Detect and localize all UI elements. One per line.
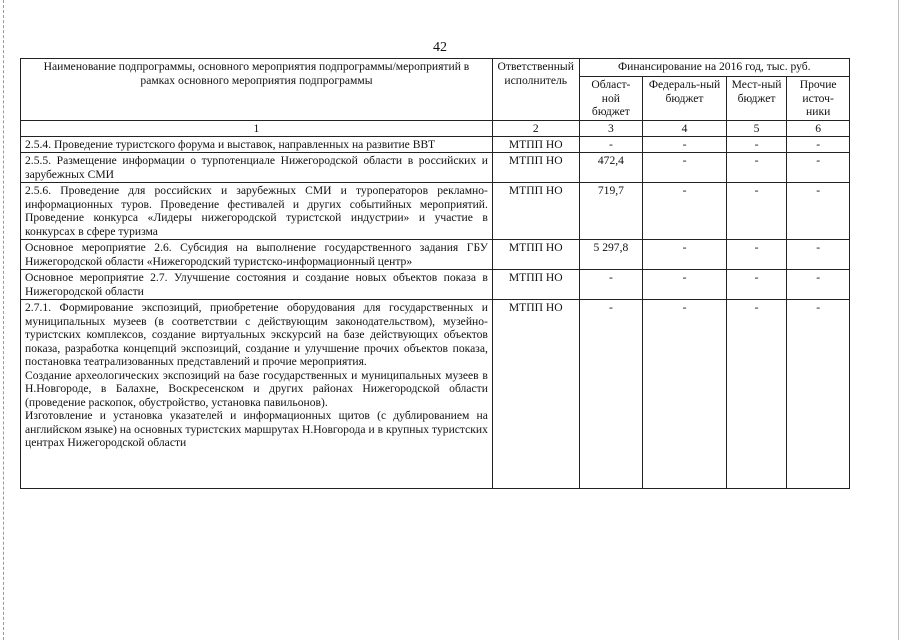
row-other-value: - — [787, 270, 850, 300]
row-federal-value: - — [643, 183, 727, 240]
row-local-value: - — [726, 153, 787, 183]
financing-table — [20, 58, 850, 489]
row-responsible: МТПП НО — [492, 240, 579, 270]
row-name: Основное мероприятие 2.7. Улучшение состояния и создание новых объектов показа в Нижегородской области — [21, 270, 493, 300]
table-row-main-activity — [21, 270, 850, 300]
row-responsible: МТПП НО — [492, 300, 579, 489]
row-other-value: - — [787, 153, 850, 183]
row-other-value: - — [787, 136, 850, 153]
row-other-value: - — [787, 183, 850, 240]
header-name: Наименование подпрограммы, основного мероприятия подпрограммы/мероприятий в рамках основного мероприятия подпрограммы — [21, 59, 493, 121]
column-number: 4 — [643, 120, 727, 136]
row-name: 2.5.4. Проведение туристского форума и выставок, направленных на развитие ВВТ — [21, 136, 493, 153]
row-responsible: МТПП НО — [492, 270, 579, 300]
row-responsible: МТПП НО — [492, 183, 579, 240]
table-row — [21, 153, 850, 183]
header-federal: Федераль-ный бюджет — [643, 77, 727, 121]
column-number: 1 — [21, 120, 493, 136]
row-name — [21, 300, 493, 489]
row-local-value: - — [726, 270, 787, 300]
row-name: Основное мероприятие 2.6. Субсидия на выполнение государственного задания ГБУ Нижегородской области «Нижегородский туристско-информационный центр» — [21, 240, 493, 270]
row-local-value: - — [726, 136, 787, 153]
column-number: 5 — [726, 120, 787, 136]
row-regional-value: 5 297,8 — [579, 240, 643, 270]
row-local-value: - — [726, 240, 787, 270]
row-name-paragraph: Создание археологических экспозиций на базе государственных и муниципальных музеев в Н.Новгороде, в Балахне, Воскресенском и других районах Нижегородской области (проведение раскопок, обустройство, установка павильонов). — [25, 368, 488, 409]
row-federal-value: - — [643, 300, 727, 489]
row-name-paragraph: 2.7.1. Формирование экспозиций, приобретение оборудования для государственных и муниципальных музеев (в соответствии с действующим законодательством), музейно-туристских комплексов, создание виртуальных экскурсий на базе действующих объектов показа, разработка концепций экспозиций, создание и улучшение прочих объектов показа, постановка театрализованных представлений и прочие мероприятия. — [25, 301, 488, 368]
page-number: 42 — [433, 40, 447, 55]
header-other: Прочие источ-ники — [787, 77, 850, 121]
header-local: Мест-ный бюджет — [726, 77, 787, 121]
page-left-edge — [3, 0, 4, 640]
table-row — [21, 300, 850, 489]
row-name-paragraph: Изготовление и установка указателей и информационных щитов (с дублированием на английском языке) на основных туристских маршрутах Н.Новгорода и в крупных туристских центрах Нижегородской области — [25, 409, 488, 449]
row-federal-value: - — [643, 136, 727, 153]
column-number: 6 — [787, 120, 850, 136]
row-local-value: - — [726, 183, 787, 240]
row-other-value: - — [787, 240, 850, 270]
column-number: 2 — [492, 120, 579, 136]
row-responsible: МТПП НО — [492, 136, 579, 153]
table-row-main-activity — [21, 240, 850, 270]
table-row — [21, 183, 850, 240]
row-federal-value: - — [643, 270, 727, 300]
row-other-value: - — [787, 300, 850, 489]
column-number-row — [21, 120, 850, 136]
table-row — [21, 136, 850, 153]
header-regional: Област-ной бюджет — [579, 77, 643, 121]
row-responsible: МТПП НО — [492, 153, 579, 183]
row-regional-value: 719,7 — [579, 183, 643, 240]
row-regional-value: - — [579, 300, 643, 489]
header-row-top — [21, 59, 850, 77]
row-federal-value: - — [643, 240, 727, 270]
page-right-edge — [898, 0, 899, 640]
row-regional-value: - — [579, 136, 643, 153]
header-financing: Финансирование на 2016 год, тыс. руб. — [579, 59, 849, 77]
row-regional-value: 472,4 — [579, 153, 643, 183]
row-name: 2.5.5. Размещение информации о турпотенциале Нижегородской области в российских и зарубежных СМИ — [21, 153, 493, 183]
column-number: 3 — [579, 120, 643, 136]
header-responsible: Ответственный исполнитель — [492, 59, 579, 121]
row-name: 2.5.6. Проведение для российских и зарубежных СМИ и туроператоров рекламно-информационных туров. Проведение фестивалей и других событийных мероприятий. Проведение конкурса «Лидеры нижегородской туристской индустрии» и участие в конкурсах в сфере туризма — [21, 183, 493, 240]
row-local-value: - — [726, 300, 787, 489]
row-federal-value: - — [643, 153, 727, 183]
row-regional-value: - — [579, 270, 643, 300]
